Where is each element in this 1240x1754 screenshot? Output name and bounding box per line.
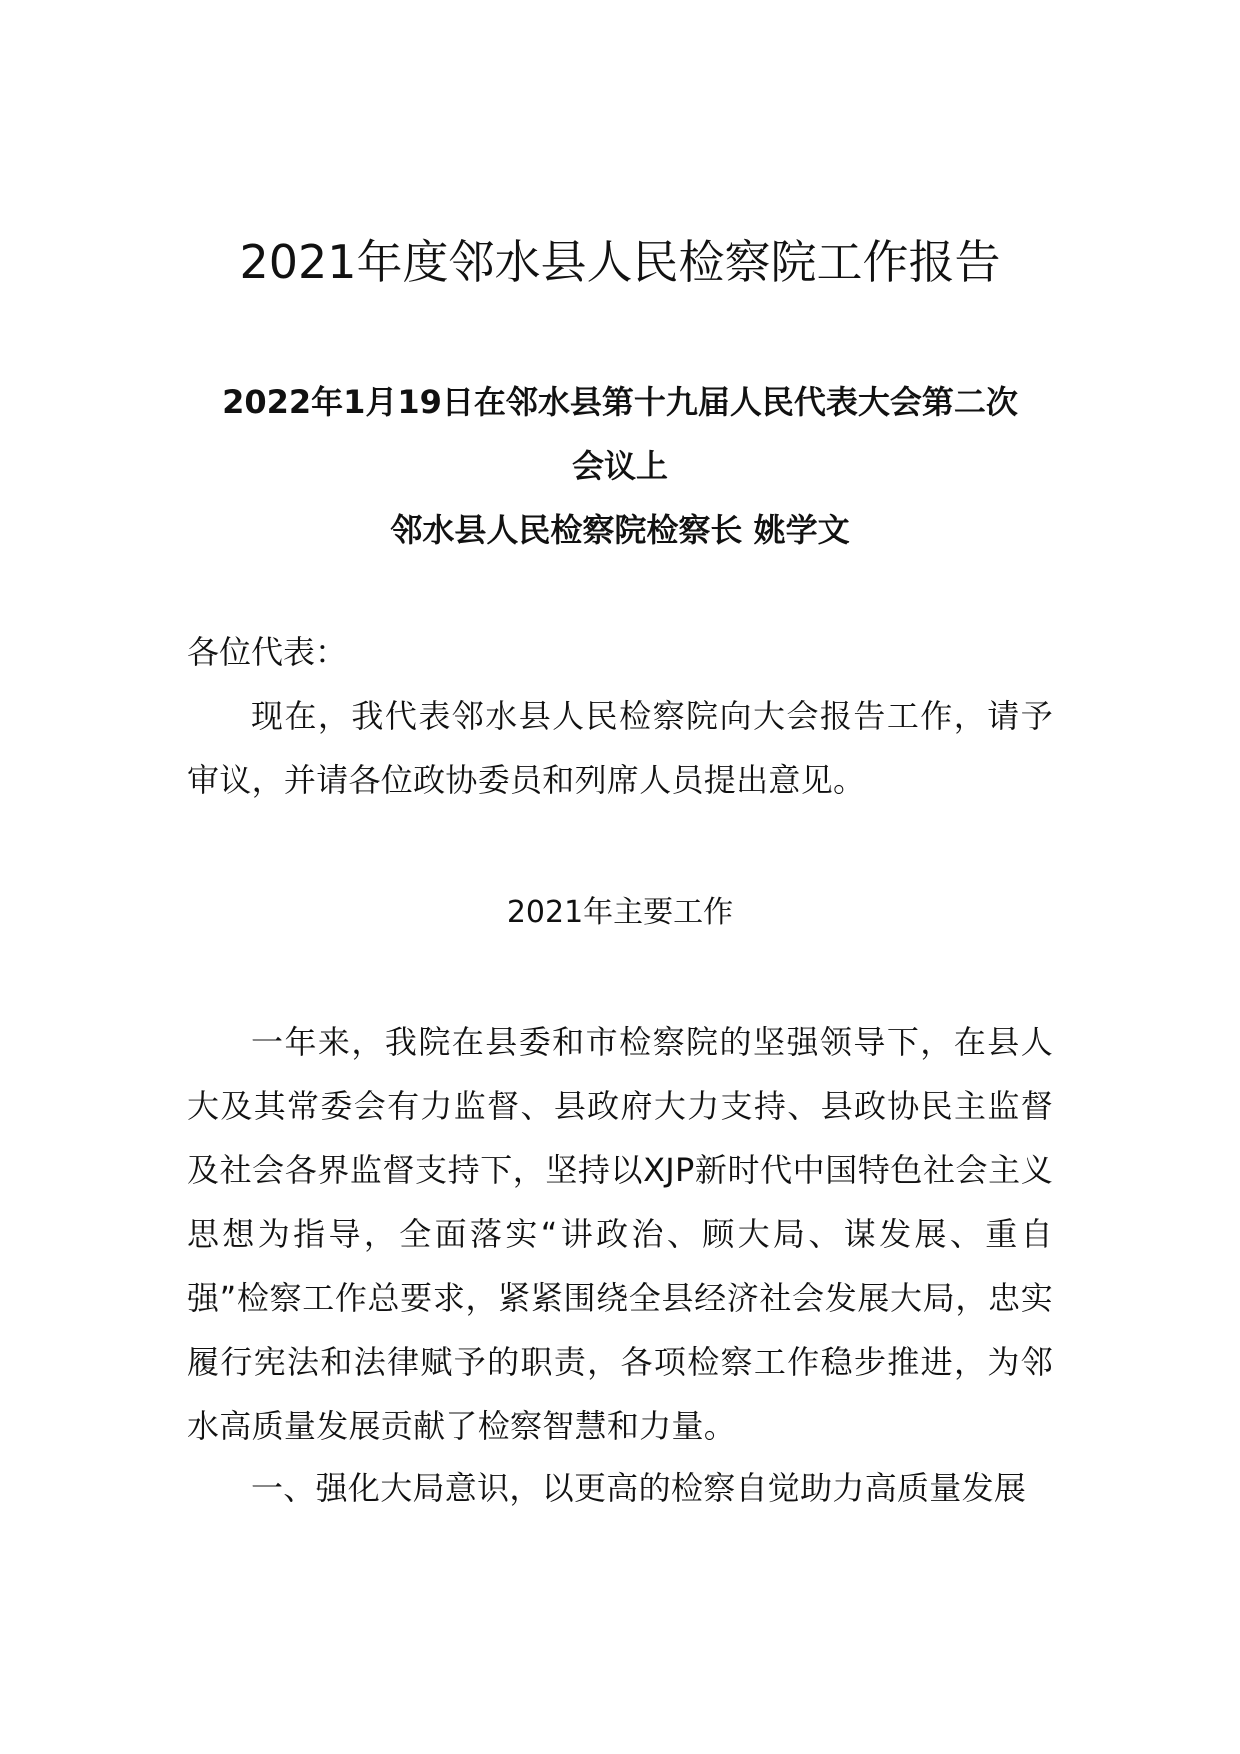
main-paragraph-block (187, 1010, 1053, 1458)
intro-paragraph: 现在，我代表邻水县人民检察院向大会报告工作，请予审议，并请各位政协委员和列席人员提出意见。 (187, 697, 1053, 799)
salutation: 各位代表： (187, 633, 348, 671)
salutation-block (187, 620, 1053, 684)
point-one-block (187, 1456, 1053, 1520)
subtitle-meeting-line-continued: 会议上 (571, 447, 668, 485)
subtitle-meeting-line: 2022年1月19日在邻水县第十九届人民代表大会第二次 (222, 383, 1018, 421)
document-title: 2021年度邻水县人民检察院工作报告 (239, 235, 1001, 289)
intro-block (187, 684, 1053, 812)
subtitle-block (150, 370, 1090, 562)
subtitle-author-line: 邻水县人民检察院检察长 姚学文 (390, 511, 850, 549)
point-one-heading: 一、强化大局意识，以更高的检察自觉助力高质量发展 (251, 1469, 1027, 1507)
section-heading: 2021年主要工作 (506, 895, 734, 930)
main-paragraph: 一年来，我院在县委和市检察院的坚强领导下，在县人大及其常委会有力监督、县政府大力支持、县政协民主监督及社会各界监督支持下，坚持以XJP新时代中国特色社会主义思想为指导，全面落实“讲政治、顾大局、谋发展、重自强”检察工作总要求，紧紧围绕全县经济社会发展大局，忠实履行宪法和法律赋予的职责，各项检察工作稳步推进，为邻水高质量发展贡献了检察智慧和力量。 (187, 1023, 1053, 1445)
